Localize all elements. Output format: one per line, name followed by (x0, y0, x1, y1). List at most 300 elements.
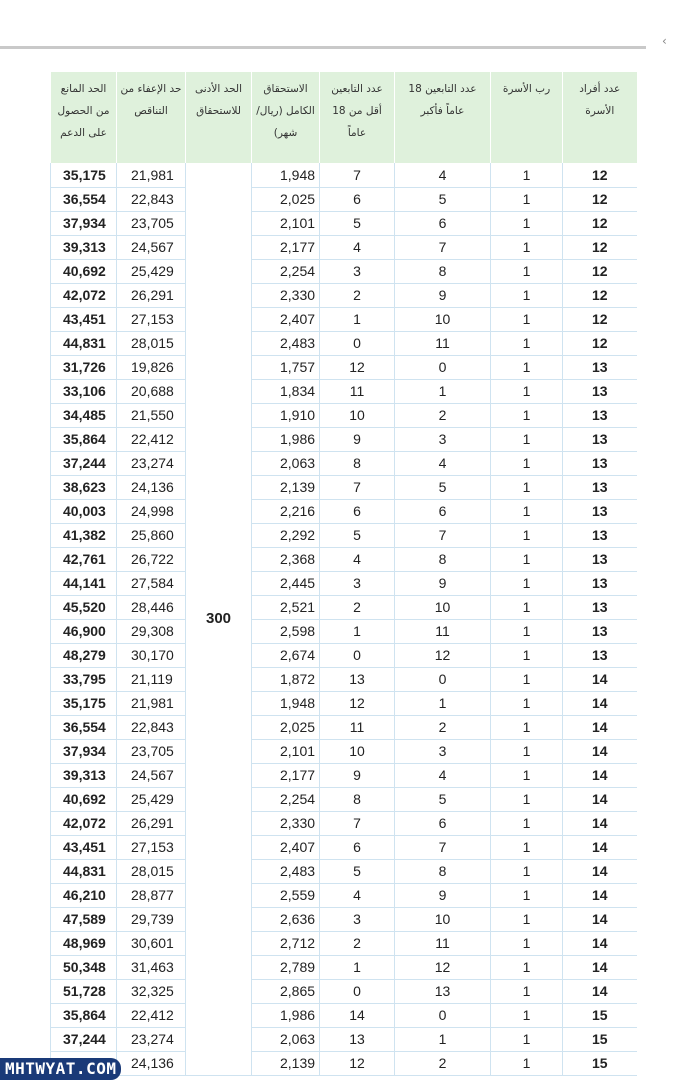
cell-support-cap: 47,589 (51, 907, 117, 931)
cell-family-size: 14 (563, 859, 637, 883)
cell-exemption-limit: 27,153 (117, 307, 186, 331)
table-row (51, 475, 637, 499)
cell-exemption-limit: 24,136 (117, 475, 186, 499)
entitlement-table-container (50, 72, 637, 1076)
cell-minor-dependents: 13 (320, 1027, 395, 1051)
cell-full-entitlement: 2,559 (252, 883, 320, 907)
table-body (51, 163, 637, 1075)
cell-exemption-limit: 21,981 (117, 691, 186, 715)
cell-full-entitlement: 2,101 (252, 739, 320, 763)
cell-head-of-family: 1 (491, 859, 563, 883)
cell-support-cap: 35,864 (51, 427, 117, 451)
cell-full-entitlement: 2,063 (252, 1027, 320, 1051)
cell-minor-dependents: 8 (320, 787, 395, 811)
cell-head-of-family: 1 (491, 283, 563, 307)
cell-family-size: 14 (563, 763, 637, 787)
table-row (51, 955, 637, 979)
cell-full-entitlement: 2,216 (252, 499, 320, 523)
cell-head-of-family: 1 (491, 499, 563, 523)
cell-exemption-limit: 26,291 (117, 811, 186, 835)
cell-head-of-family: 1 (491, 931, 563, 955)
cell-family-size: 14 (563, 811, 637, 835)
cell-support-cap: 43,451 (51, 307, 117, 331)
cell-exemption-limit: 25,429 (117, 787, 186, 811)
cell-head-of-family: 1 (491, 739, 563, 763)
cell-full-entitlement: 1,986 (252, 1003, 320, 1027)
cell-support-cap: 42,761 (51, 547, 117, 571)
cell-head-of-family: 1 (491, 163, 563, 187)
table-row (51, 355, 637, 379)
cell-family-size: 12 (563, 331, 637, 355)
table-row (51, 715, 637, 739)
cell-minor-dependents: 12 (320, 691, 395, 715)
cell-exemption-limit: 22,412 (117, 1003, 186, 1027)
table-row (51, 835, 637, 859)
table-row (51, 787, 637, 811)
cell-family-size: 14 (563, 907, 637, 931)
header-full-entitlement: الاستحقاق الكامل (ريال/شهر) (252, 72, 320, 163)
cell-head-of-family: 1 (491, 907, 563, 931)
cell-full-entitlement: 2,521 (252, 595, 320, 619)
cell-head-of-family: 1 (491, 763, 563, 787)
cell-support-cap: 48,279 (51, 643, 117, 667)
cell-minor-dependents: 10 (320, 739, 395, 763)
cell-adult-dependents: 8 (395, 547, 491, 571)
cell-minor-dependents: 1 (320, 955, 395, 979)
cell-minor-dependents: 0 (320, 331, 395, 355)
cell-head-of-family: 1 (491, 547, 563, 571)
cell-exemption-limit: 23,274 (117, 451, 186, 475)
cell-full-entitlement: 2,674 (252, 643, 320, 667)
cell-support-cap: 35,175 (51, 163, 117, 187)
cell-full-entitlement: 1,910 (252, 403, 320, 427)
cell-minor-dependents: 4 (320, 235, 395, 259)
cell-head-of-family: 1 (491, 979, 563, 1003)
cell-minor-dependents: 9 (320, 427, 395, 451)
header-min-entitlement: الحد الأدنى للاستحقاق (186, 72, 252, 163)
cell-head-of-family: 1 (491, 1051, 563, 1075)
cell-full-entitlement: 2,483 (252, 331, 320, 355)
table-row (51, 523, 637, 547)
cell-exemption-limit: 26,722 (117, 547, 186, 571)
cell-family-size: 13 (563, 523, 637, 547)
cell-support-cap: 40,692 (51, 259, 117, 283)
table-row (51, 979, 637, 1003)
cell-family-size: 15 (563, 1051, 637, 1075)
cell-adult-dependents: 13 (395, 979, 491, 1003)
cell-minor-dependents: 10 (320, 403, 395, 427)
cell-minor-dependents: 3 (320, 907, 395, 931)
cell-exemption-limit: 23,705 (117, 211, 186, 235)
cell-family-size: 13 (563, 595, 637, 619)
cell-support-cap: 37,934 (51, 739, 117, 763)
cell-full-entitlement: 1,872 (252, 667, 320, 691)
cell-exemption-limit: 22,412 (117, 427, 186, 451)
table-row (51, 283, 637, 307)
cell-full-entitlement: 2,254 (252, 787, 320, 811)
cell-full-entitlement: 2,636 (252, 907, 320, 931)
cell-head-of-family: 1 (491, 1003, 563, 1027)
cell-support-cap: 37,934 (51, 211, 117, 235)
cell-head-of-family: 1 (491, 451, 563, 475)
cell-exemption-limit: 21,119 (117, 667, 186, 691)
cell-minor-dependents: 11 (320, 715, 395, 739)
table-row (51, 1027, 637, 1051)
cell-support-cap: 50,348 (51, 955, 117, 979)
cell-adult-dependents: 12 (395, 643, 491, 667)
table-row (51, 235, 637, 259)
cell-minor-dependents: 7 (320, 811, 395, 835)
cell-family-size: 13 (563, 403, 637, 427)
cell-minor-dependents: 9 (320, 763, 395, 787)
cell-family-size: 12 (563, 211, 637, 235)
cell-exemption-limit: 31,463 (117, 955, 186, 979)
cell-minor-dependents: 4 (320, 883, 395, 907)
cell-support-cap: 36,554 (51, 715, 117, 739)
cell-minor-dependents: 1 (320, 619, 395, 643)
cell-family-size: 14 (563, 787, 637, 811)
cell-family-size: 13 (563, 451, 637, 475)
table-row (51, 931, 637, 955)
cell-full-entitlement: 1,757 (252, 355, 320, 379)
cell-adult-dependents: 11 (395, 931, 491, 955)
cell-support-cap: 44,831 (51, 331, 117, 355)
cell-adult-dependents: 11 (395, 331, 491, 355)
cell-head-of-family: 1 (491, 571, 563, 595)
table-row (51, 163, 637, 187)
cell-adult-dependents: 4 (395, 451, 491, 475)
cell-head-of-family: 1 (491, 427, 563, 451)
cell-full-entitlement: 2,177 (252, 235, 320, 259)
cell-full-entitlement: 2,101 (252, 211, 320, 235)
cell-adult-dependents: 0 (395, 667, 491, 691)
cell-minor-dependents: 7 (320, 475, 395, 499)
cell-full-entitlement: 2,139 (252, 475, 320, 499)
cell-head-of-family: 1 (491, 811, 563, 835)
cell-full-entitlement: 2,865 (252, 979, 320, 1003)
cell-adult-dependents: 10 (395, 595, 491, 619)
cell-support-cap: 42,072 (51, 283, 117, 307)
cell-head-of-family: 1 (491, 523, 563, 547)
cell-adult-dependents: 6 (395, 811, 491, 835)
cell-support-cap: 36,554 (51, 187, 117, 211)
cell-full-entitlement: 2,445 (252, 571, 320, 595)
cell-full-entitlement: 1,834 (252, 379, 320, 403)
cell-full-entitlement: 2,025 (252, 715, 320, 739)
cell-head-of-family: 1 (491, 787, 563, 811)
cell-exemption-limit: 24,136 (117, 1051, 186, 1075)
cell-minor-dependents: 6 (320, 499, 395, 523)
cell-exemption-limit: 28,446 (117, 595, 186, 619)
cell-adult-dependents: 2 (395, 1051, 491, 1075)
cell-head-of-family: 1 (491, 691, 563, 715)
cell-exemption-limit: 21,550 (117, 403, 186, 427)
cell-minor-dependents: 2 (320, 931, 395, 955)
cell-minor-dependents: 5 (320, 523, 395, 547)
cell-minor-dependents: 8 (320, 451, 395, 475)
cell-adult-dependents: 4 (395, 763, 491, 787)
cell-support-cap: 48,969 (51, 931, 117, 955)
cell-support-cap: 43,451 (51, 835, 117, 859)
table-row (51, 763, 637, 787)
cell-adult-dependents: 11 (395, 619, 491, 643)
cell-full-entitlement: 2,789 (252, 955, 320, 979)
header-minor-dependents: عدد التابعين أقل من 18 عاماً (320, 72, 395, 163)
cell-adult-dependents: 1 (395, 1027, 491, 1051)
cell-family-size: 12 (563, 283, 637, 307)
cell-exemption-limit: 24,998 (117, 499, 186, 523)
cell-adult-dependents: 1 (395, 691, 491, 715)
cell-support-cap: 41,382 (51, 523, 117, 547)
cell-minor-dependents: 6 (320, 187, 395, 211)
cell-head-of-family: 1 (491, 475, 563, 499)
cell-adult-dependents: 2 (395, 715, 491, 739)
cell-family-size: 12 (563, 259, 637, 283)
cell-family-size: 14 (563, 883, 637, 907)
cell-minor-dependents: 13 (320, 667, 395, 691)
table-row (51, 403, 637, 427)
header-support-cap: الحد المانع من الحصول على الدعم (51, 72, 117, 163)
cell-full-entitlement: 2,712 (252, 931, 320, 955)
cell-head-of-family: 1 (491, 403, 563, 427)
table-row (51, 259, 637, 283)
cell-exemption-limit: 23,274 (117, 1027, 186, 1051)
cell-support-cap: 46,900 (51, 619, 117, 643)
cell-exemption-limit: 19,826 (117, 355, 186, 379)
cell-family-size: 14 (563, 979, 637, 1003)
cell-support-cap: 39,313 (51, 763, 117, 787)
cell-minor-dependents: 11 (320, 379, 395, 403)
cell-adult-dependents: 7 (395, 523, 491, 547)
cell-minor-dependents: 0 (320, 979, 395, 1003)
table-row (51, 595, 637, 619)
cell-exemption-limit: 22,843 (117, 715, 186, 739)
cell-exemption-limit: 25,429 (117, 259, 186, 283)
cell-support-cap: 33,106 (51, 379, 117, 403)
cell-family-size: 14 (563, 691, 637, 715)
table-row (51, 691, 637, 715)
cell-family-size: 14 (563, 667, 637, 691)
cell-family-size: 13 (563, 475, 637, 499)
cell-full-entitlement: 2,254 (252, 259, 320, 283)
cell-full-entitlement: 2,330 (252, 283, 320, 307)
cell-minor-dependents: 2 (320, 283, 395, 307)
header-exemption-limit: حد الإعفاء من التناقص (117, 72, 186, 163)
cell-adult-dependents: 10 (395, 307, 491, 331)
cell-minor-dependents: 12 (320, 1051, 395, 1075)
table-header-row (51, 72, 637, 163)
table-row (51, 883, 637, 907)
table-row (51, 1003, 637, 1027)
cell-support-cap: 35,864 (51, 1003, 117, 1027)
cell-adult-dependents: 7 (395, 835, 491, 859)
cell-exemption-limit: 32,325 (117, 979, 186, 1003)
cell-head-of-family: 1 (491, 955, 563, 979)
cell-support-cap: 45,520 (51, 595, 117, 619)
cell-exemption-limit: 24,567 (117, 763, 186, 787)
cell-head-of-family: 1 (491, 715, 563, 739)
cell-minor-dependents: 0 (320, 643, 395, 667)
cell-support-cap: 38,623 (51, 475, 117, 499)
cell-full-entitlement: 2,407 (252, 835, 320, 859)
cell-support-cap: 31,726 (51, 355, 117, 379)
cell-head-of-family: 1 (491, 331, 563, 355)
cell-family-size: 14 (563, 715, 637, 739)
cell-minor-dependents: 7 (320, 163, 395, 187)
cell-family-size: 13 (563, 619, 637, 643)
cell-support-cap: 34,485 (51, 403, 117, 427)
cell-adult-dependents: 8 (395, 859, 491, 883)
cell-exemption-limit: 23,705 (117, 739, 186, 763)
cell-family-size: 12 (563, 187, 637, 211)
cell-head-of-family: 1 (491, 619, 563, 643)
cell-min-entitlement: 300 (186, 163, 252, 1075)
cell-adult-dependents: 2 (395, 403, 491, 427)
cell-support-cap: 44,141 (51, 571, 117, 595)
table-row (51, 331, 637, 355)
cell-family-size: 12 (563, 235, 637, 259)
cell-full-entitlement: 2,368 (252, 547, 320, 571)
cell-adult-dependents: 9 (395, 571, 491, 595)
cell-adult-dependents: 5 (395, 475, 491, 499)
table-row (51, 1051, 637, 1075)
table-row (51, 427, 637, 451)
cell-exemption-limit: 25,860 (117, 523, 186, 547)
cell-adult-dependents: 4 (395, 163, 491, 187)
cell-adult-dependents: 9 (395, 883, 491, 907)
cell-support-cap: 42,072 (51, 811, 117, 835)
table-row (51, 499, 637, 523)
cell-support-cap: 51,728 (51, 979, 117, 1003)
cell-minor-dependents: 3 (320, 259, 395, 283)
cell-full-entitlement: 2,407 (252, 307, 320, 331)
cell-support-cap: 39,313 (51, 235, 117, 259)
cell-exemption-limit: 28,015 (117, 859, 186, 883)
table-row (51, 379, 637, 403)
cell-head-of-family: 1 (491, 595, 563, 619)
cell-full-entitlement: 2,598 (252, 619, 320, 643)
cell-support-cap: 37,244 (51, 1027, 117, 1051)
cell-family-size: 14 (563, 739, 637, 763)
cell-exemption-limit: 28,877 (117, 883, 186, 907)
cell-full-entitlement: 2,139 (252, 1051, 320, 1075)
cell-minor-dependents: 2 (320, 595, 395, 619)
cell-exemption-limit: 30,170 (117, 643, 186, 667)
header-adult-dependents: عدد التابعين 18 عاماً فأكبر (395, 72, 491, 163)
cell-adult-dependents: 5 (395, 187, 491, 211)
cell-exemption-limit: 21,981 (117, 163, 186, 187)
cell-head-of-family: 1 (491, 355, 563, 379)
cell-full-entitlement: 2,292 (252, 523, 320, 547)
cell-exemption-limit: 20,688 (117, 379, 186, 403)
cell-adult-dependents: 0 (395, 1003, 491, 1027)
table-row (51, 307, 637, 331)
cell-minor-dependents: 12 (320, 355, 395, 379)
table-row (51, 187, 637, 211)
cell-support-cap: 37,244 (51, 451, 117, 475)
cell-minor-dependents: 3 (320, 571, 395, 595)
cell-family-size: 13 (563, 643, 637, 667)
header-head-of-family: رب الأسرة (491, 72, 563, 163)
cell-exemption-limit: 26,291 (117, 283, 186, 307)
cell-exemption-limit: 24,567 (117, 235, 186, 259)
top-divider (0, 46, 646, 49)
cell-adult-dependents: 5 (395, 787, 491, 811)
cell-family-size: 15 (563, 1027, 637, 1051)
cell-exemption-limit: 29,308 (117, 619, 186, 643)
cell-full-entitlement: 2,025 (252, 187, 320, 211)
cell-head-of-family: 1 (491, 259, 563, 283)
cell-adult-dependents: 6 (395, 499, 491, 523)
table-row (51, 571, 637, 595)
cell-family-size: 14 (563, 835, 637, 859)
cell-exemption-limit: 27,584 (117, 571, 186, 595)
cell-full-entitlement: 2,330 (252, 811, 320, 835)
cell-support-cap: 44,831 (51, 859, 117, 883)
cell-family-size: 14 (563, 955, 637, 979)
cell-exemption-limit: 27,153 (117, 835, 186, 859)
cell-head-of-family: 1 (491, 307, 563, 331)
table-row (51, 739, 637, 763)
cell-family-size: 12 (563, 307, 637, 331)
table-row (51, 667, 637, 691)
table-row (51, 451, 637, 475)
site-watermark: MHTWYAT.COM (0, 1058, 121, 1080)
cell-family-size: 13 (563, 427, 637, 451)
cell-minor-dependents: 6 (320, 835, 395, 859)
cell-minor-dependents: 5 (320, 859, 395, 883)
cell-minor-dependents: 5 (320, 211, 395, 235)
cell-family-size: 13 (563, 355, 637, 379)
cell-exemption-limit: 30,601 (117, 931, 186, 955)
cell-adult-dependents: 3 (395, 427, 491, 451)
cell-head-of-family: 1 (491, 643, 563, 667)
top-edge-glyph: ‹ (662, 34, 667, 48)
cell-adult-dependents: 6 (395, 211, 491, 235)
cell-support-cap: 33,795 (51, 667, 117, 691)
cell-adult-dependents: 7 (395, 235, 491, 259)
cell-head-of-family: 1 (491, 379, 563, 403)
cell-support-cap: 35,175 (51, 691, 117, 715)
table-row (51, 211, 637, 235)
entitlement-table (50, 72, 637, 1076)
cell-family-size: 13 (563, 499, 637, 523)
cell-family-size: 14 (563, 931, 637, 955)
cell-head-of-family: 1 (491, 1027, 563, 1051)
table-row (51, 619, 637, 643)
cell-head-of-family: 1 (491, 187, 563, 211)
cell-minor-dependents: 1 (320, 307, 395, 331)
cell-support-cap: 40,692 (51, 787, 117, 811)
cell-full-entitlement: 2,177 (252, 763, 320, 787)
table-row (51, 859, 637, 883)
cell-support-cap: 40,003 (51, 499, 117, 523)
cell-head-of-family: 1 (491, 835, 563, 859)
cell-minor-dependents: 14 (320, 1003, 395, 1027)
table-row (51, 643, 637, 667)
cell-family-size: 13 (563, 379, 637, 403)
table-row (51, 907, 637, 931)
cell-minor-dependents: 4 (320, 547, 395, 571)
table-row (51, 811, 637, 835)
cell-adult-dependents: 1 (395, 379, 491, 403)
cell-full-entitlement: 1,948 (252, 691, 320, 715)
cell-adult-dependents: 3 (395, 739, 491, 763)
cell-exemption-limit: 22,843 (117, 187, 186, 211)
cell-adult-dependents: 12 (395, 955, 491, 979)
cell-exemption-limit: 29,739 (117, 907, 186, 931)
cell-support-cap: 46,210 (51, 883, 117, 907)
